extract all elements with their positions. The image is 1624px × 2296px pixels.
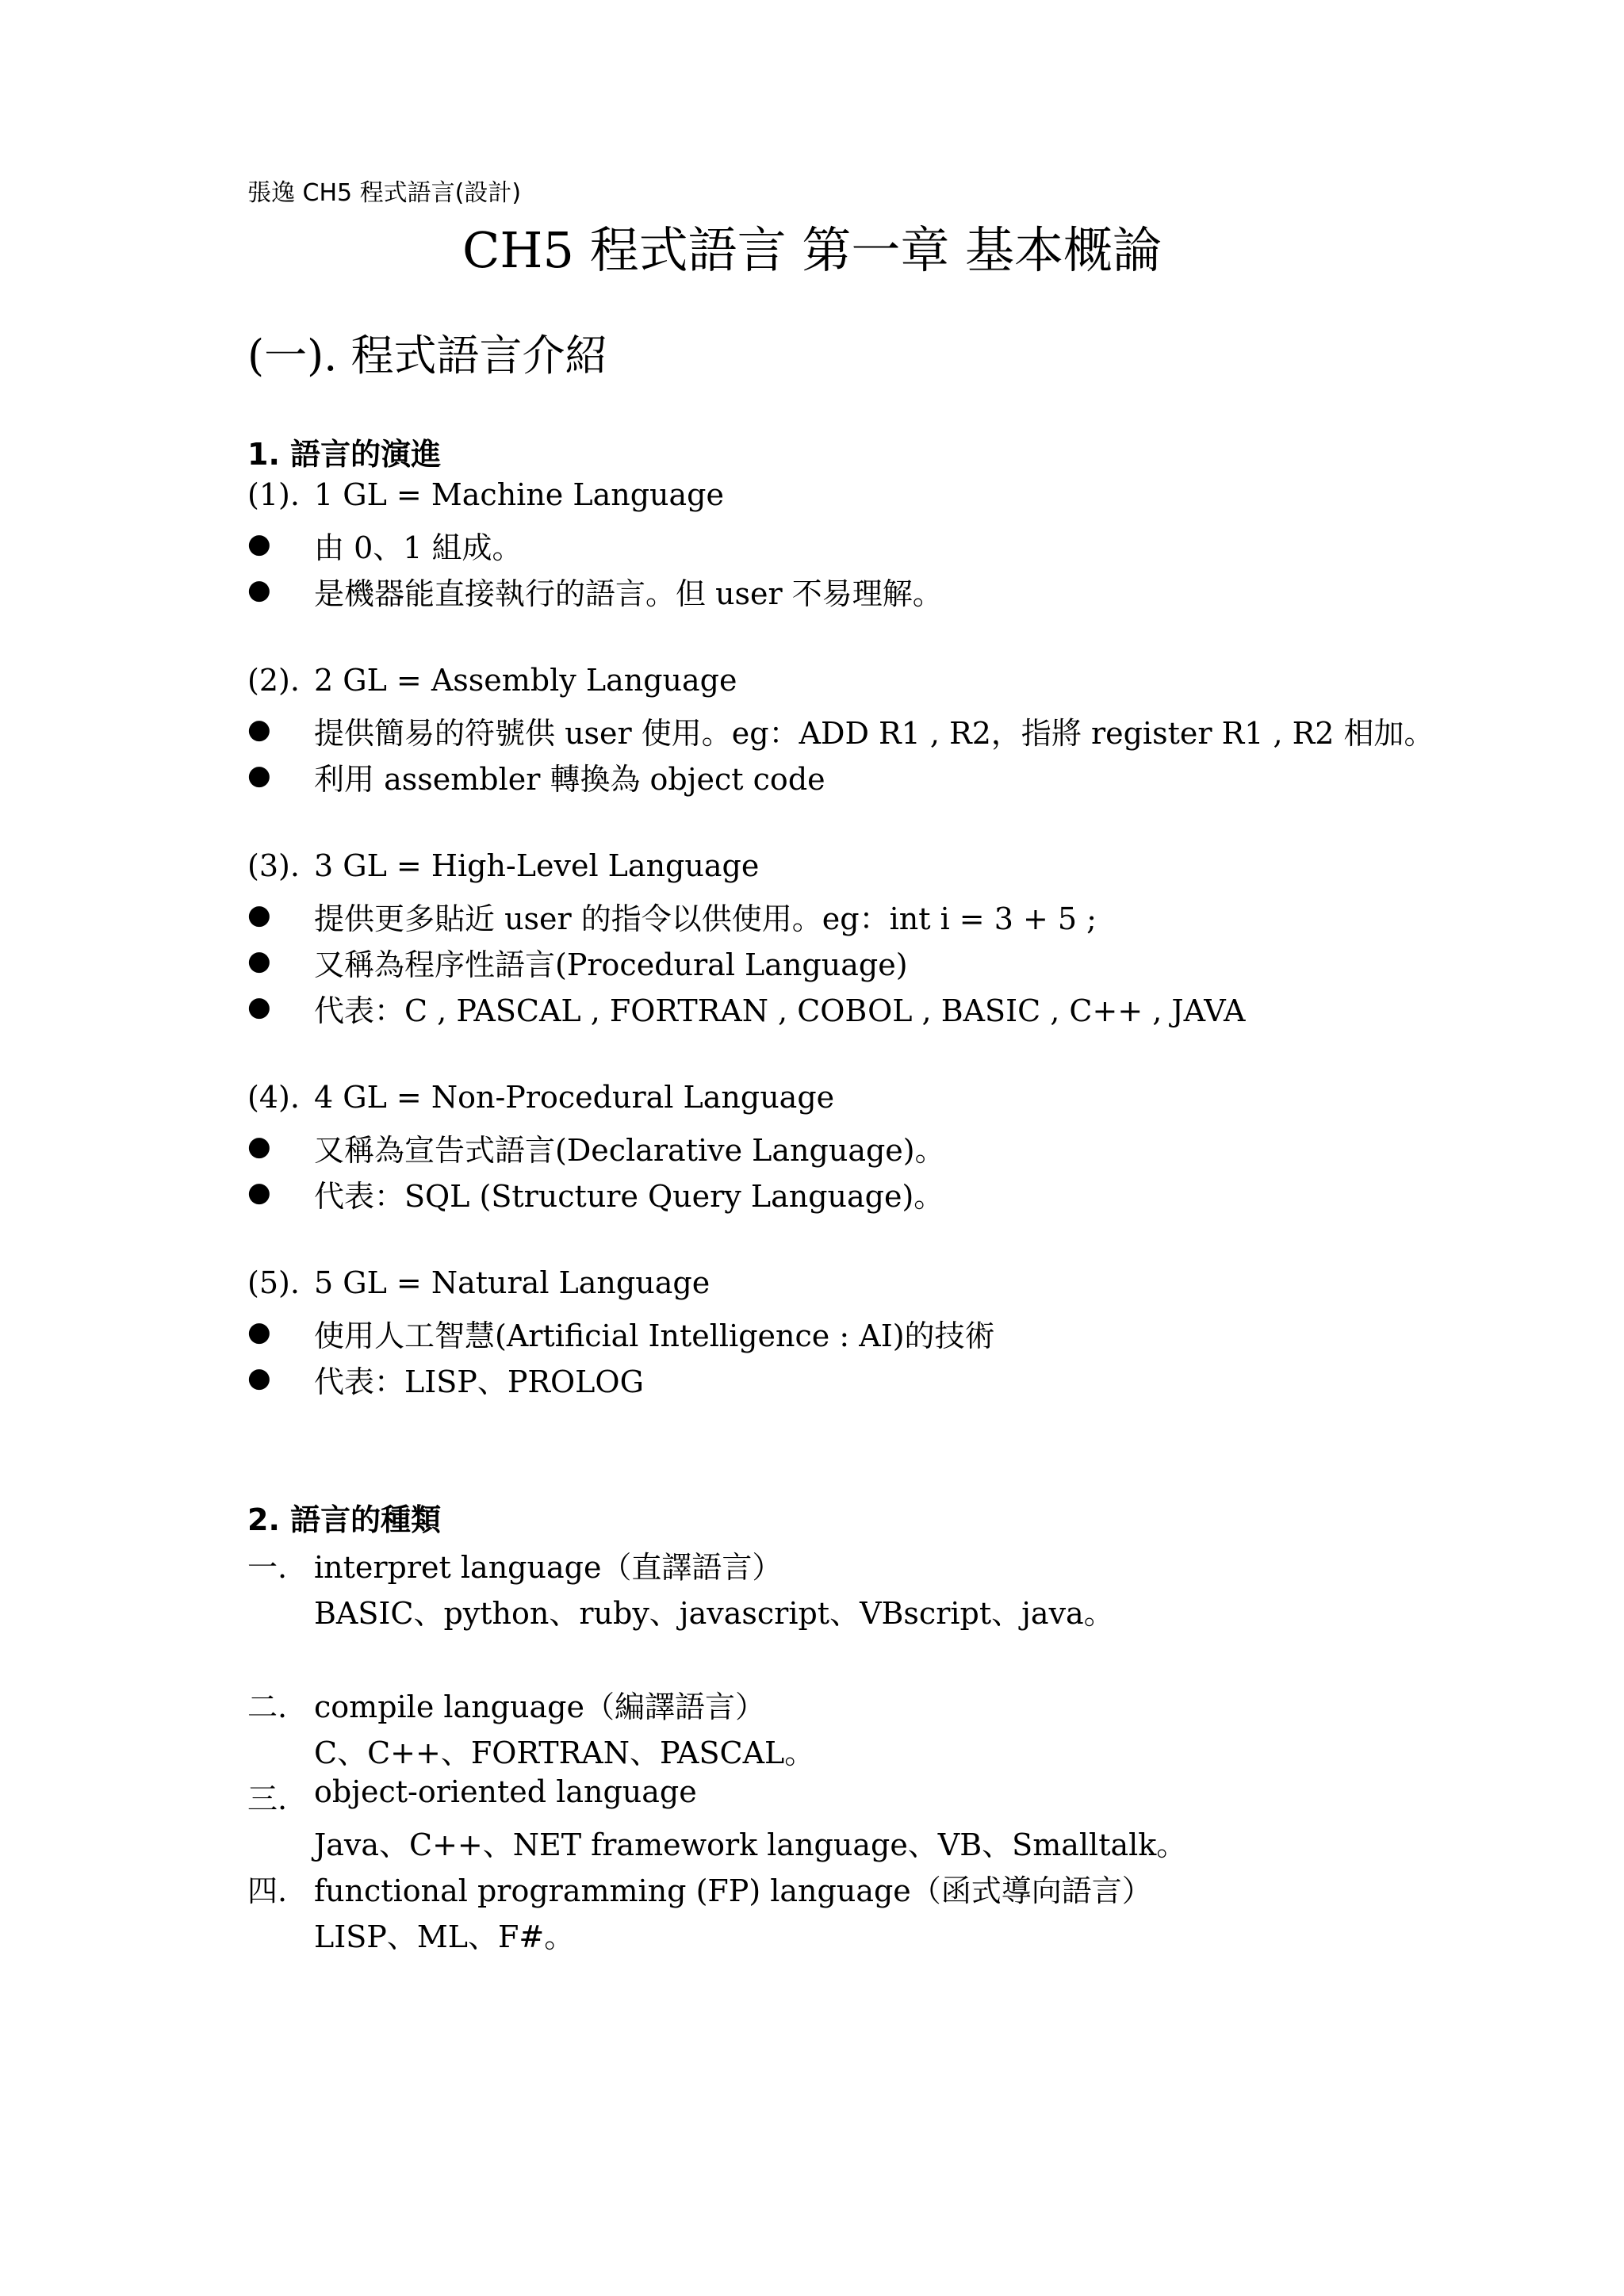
bullet-icon: ● bbox=[247, 1177, 271, 1208]
subsection-heading: 1. 語言的演進 bbox=[247, 437, 442, 472]
bullet-text: 代表：C , PASCAL , FORTRAN , COBOL , BASIC , C++ , JAVA bbox=[314, 993, 1246, 1028]
item-marker: 二. bbox=[247, 1689, 288, 1724]
bullet-icon: ● bbox=[247, 1131, 271, 1162]
subsection-heading: 2. 語言的種類 bbox=[247, 1502, 442, 1537]
bullet-icon: ● bbox=[247, 991, 271, 1023]
page-header: 張逸 CH5 程式語言(設計) bbox=[247, 179, 522, 207]
item-marker: 一. bbox=[247, 1550, 288, 1585]
item-title: 5 GL = Natural Language bbox=[314, 1265, 710, 1300]
item-marker: (4). bbox=[247, 1080, 300, 1115]
bullet-icon: ● bbox=[247, 714, 271, 745]
page-title: CH5 程式語言 第一章 基本概論 bbox=[462, 221, 1162, 279]
section-heading: (一). 程式語言介紹 bbox=[247, 331, 608, 381]
item-title: 2 GL = Assembly Language bbox=[314, 663, 737, 698]
item-detail: Java、C++、NET framework language、VB、Smalltalk。 bbox=[314, 1827, 1187, 1862]
item-marker: (2). bbox=[247, 663, 300, 698]
bullet-icon: ● bbox=[247, 760, 271, 791]
bullet-icon: ● bbox=[247, 945, 271, 977]
item-detail: LISP、ML、F#。 bbox=[314, 1919, 575, 1954]
bullet-text: 提供更多貼近 user 的指令以供使用。eg：int i = 3 + 5 ; bbox=[314, 901, 1097, 936]
bullet-icon: ● bbox=[247, 574, 271, 606]
bullet-text: 使用人工智慧(Artificial Intelligence : AI)的技術 bbox=[314, 1318, 995, 1353]
item-title: functional programming (FP) language（函式導向語言） bbox=[314, 1873, 1152, 1908]
bullet-text: 由 0、1 組成。 bbox=[314, 530, 523, 565]
item-title: object-oriented language bbox=[314, 1774, 697, 1809]
item-title: compile language（編譯語言） bbox=[314, 1689, 765, 1724]
item-marker: 四. bbox=[247, 1873, 288, 1908]
item-detail: BASIC、python、ruby、javascript、VBscript、java。 bbox=[314, 1596, 1114, 1631]
bullet-text: 是機器能直接執行的語言。但 user 不易理解。 bbox=[314, 576, 943, 611]
item-marker: (1). bbox=[247, 477, 300, 512]
item-marker: (5). bbox=[247, 1265, 300, 1300]
bullet-icon: ● bbox=[247, 528, 271, 560]
bullet-text: 又稱為程序性語言(Procedural Language) bbox=[314, 947, 908, 982]
bullet-text: 提供簡易的符號供 user 使用。eg：ADD R1 , R2，指將 register R1 , R2 相加。 bbox=[314, 716, 1434, 751]
item-marker: 三. bbox=[247, 1781, 288, 1816]
bullet-icon: ● bbox=[247, 1316, 271, 1348]
bullet-icon: ● bbox=[247, 1362, 271, 1394]
item-title: 3 GL = High-Level Language bbox=[314, 848, 760, 883]
item-title: 1 GL = Machine Language bbox=[314, 477, 724, 512]
item-title: 4 GL = Non-Procedural Language bbox=[314, 1080, 835, 1115]
item-detail: C、C++、FORTRAN、PASCAL。 bbox=[314, 1735, 815, 1770]
bullet-text: 代表：SQL (Structure Query Language)。 bbox=[314, 1179, 944, 1214]
item-marker: (3). bbox=[247, 848, 300, 883]
bullet-text: 代表：LISP、PROLOG bbox=[314, 1364, 644, 1399]
bullet-text: 利用 assembler 轉換為 object code bbox=[314, 762, 825, 797]
bullet-text: 又稱為宣告式語言(Declarative Language)。 bbox=[314, 1133, 945, 1168]
bullet-icon: ● bbox=[247, 899, 271, 931]
item-title: interpret language（直譯語言） bbox=[314, 1550, 783, 1585]
